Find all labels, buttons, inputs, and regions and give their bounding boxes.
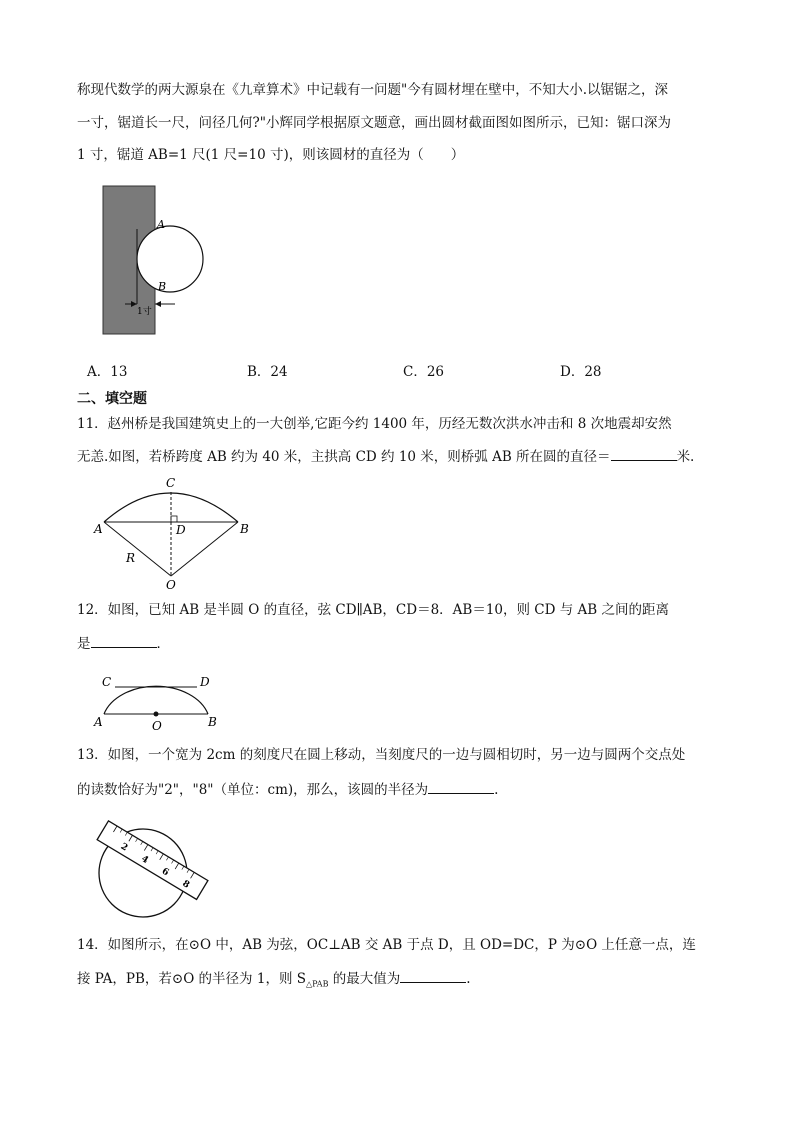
- q10-line-1: 称现代数学的两大源泉在《九章算术》中记载有一问题"今有圆材埋在壁中，不知大小.以锯锯之，深: [77, 82, 668, 98]
- label-D: D: [200, 675, 210, 689]
- label-B: B: [208, 715, 217, 729]
- q11-answer-blank[interactable]: [611, 446, 677, 461]
- q11-line-2: 无恙.如图，若桥跨度 AB 约为 40 米，主拱高 CD 约 10 米，则桥弧 AB 所在圆的直径＝ 米.: [77, 446, 694, 467]
- label-O: O: [166, 578, 176, 592]
- log-circle: [137, 226, 203, 292]
- label-A: A: [157, 218, 165, 231]
- q14-line-1: 14．如图所示，在⊙O 中，AB 为弦，OC⊥AB 交 AB 于点 D，且 OD=DC，P 为⊙O 上任意一点，连: [77, 937, 696, 953]
- q10-option-B[interactable]: B．24: [247, 364, 288, 380]
- label-C: C: [166, 476, 176, 490]
- q14-subscript: △PAB: [305, 979, 329, 989]
- q12-line-1: 12．如图，已知 AB 是半圆 O 的直径，弦 CD∥AB，CD＝8．AB＝10，则 CD 与 AB 之间的距离: [77, 602, 670, 618]
- ruler-number-4: 4: [139, 854, 150, 866]
- semicircle-arc: [104, 686, 208, 714]
- radius-OA: [104, 522, 171, 576]
- q13-line-1: 13．如图，一个宽为 2cm 的刻度尺在圆上移动，当刻度尺的一边与圆相切时，另一边与圆两个交点处: [77, 747, 686, 763]
- q11-figure-bridge-arc: [90, 472, 265, 592]
- center-O: [154, 712, 159, 717]
- ruler-number-2: 2: [118, 841, 130, 854]
- right-angle-mark: [171, 516, 177, 522]
- q14-line-2: 接 PA，PB，若⊙O 的半径为 1，则 $S_{\triangle PAB}$ 的最大值为 .: [77, 968, 471, 995]
- label-A: A: [94, 522, 103, 536]
- q11-line-1: 11．赵州桥是我国建筑史上的一大创举,它距今约 1400 年，历经无数次洪水冲击和 8 次地震却安然: [77, 416, 672, 432]
- q12-figure-semicircle: [90, 668, 230, 732]
- label-O: O: [152, 719, 162, 732]
- q13-answer-blank[interactable]: [428, 779, 494, 794]
- q10-figure-wall-circle: [95, 180, 215, 340]
- ruler-number-6: 6: [159, 866, 171, 879]
- q10-option-C[interactable]: C．26: [403, 364, 445, 380]
- arrow-head-right: [155, 301, 161, 307]
- section-title: 二、填空题: [77, 391, 147, 407]
- label-A: A: [94, 715, 103, 729]
- q10-line-3: 1 寸，锯道 AB=1 尺(1 尺=10 寸)，则该圆材的直径为（ ）: [77, 147, 465, 163]
- q13-line-2: 的读数恰好为"2"，"8"（单位：cm)，那么，该圆的半径为 .: [77, 779, 498, 800]
- q12-answer-blank[interactable]: [91, 633, 157, 648]
- q13-figure-ruler-circle: [90, 806, 220, 921]
- label-B: B: [240, 522, 249, 536]
- label-B: B: [158, 280, 167, 293]
- label-R: R: [126, 551, 136, 565]
- q12-line-2: 是 ．: [77, 633, 170, 654]
- label-C: C: [102, 675, 112, 689]
- label-D: D: [176, 523, 186, 537]
- q10-option-D[interactable]: D．28: [560, 364, 602, 380]
- q14-answer-blank[interactable]: [400, 968, 466, 983]
- label-measure: 1寸: [137, 307, 152, 317]
- q10-option-A[interactable]: A．13: [87, 364, 128, 380]
- ruler-number-8: 8: [180, 878, 191, 891]
- q10-line-2: 一寸，锯道长一尺，问径几何?"小辉同学根据原文题意，画出圆材截面图如图所示，已知：锯口深为: [77, 115, 671, 131]
